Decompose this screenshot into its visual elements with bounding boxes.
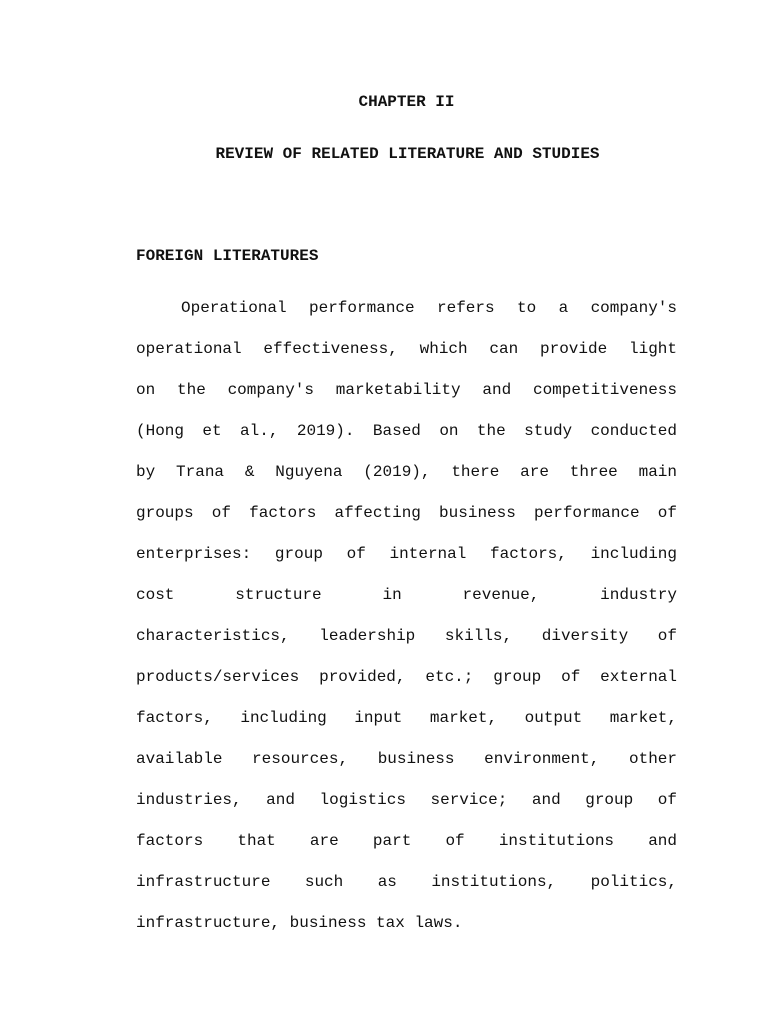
paragraph-line: characteristics, leadership skills, diversity of (136, 627, 677, 645)
paragraph-line: on the company's marketability and competitiveness (136, 381, 677, 399)
paragraph-line: factors that are part of institutions and (136, 832, 677, 850)
paragraph-line: products/services provided, etc.; group of external (136, 668, 677, 686)
paragraph-line: cost structure in revenue, industry (136, 586, 677, 604)
paragraph-line: by Trana & Nguyena (2019), there are three main (136, 463, 677, 481)
paragraph-line: Operational performance refers to a company's (181, 299, 677, 317)
paragraph-line: (Hong et al., 2019). Based on the study conducted (136, 422, 677, 440)
paragraph-line: available resources, business environment, other (136, 750, 677, 768)
paragraph-line: infrastructure such as institutions, politics, (136, 873, 677, 891)
paragraph-line: infrastructure, business tax laws. (136, 914, 463, 932)
paragraph-line: enterprises: group of internal factors, including (136, 545, 677, 563)
chapter-label: CHAPTER II (358, 93, 455, 111)
paragraph-line: operational effectiveness, which can provide light (136, 340, 677, 358)
paragraph-line: industries, and logistics service; and group of (136, 791, 677, 809)
chapter-title: REVIEW OF RELATED LITERATURE AND STUDIES (215, 145, 600, 163)
body-paragraph (136, 298, 677, 954)
paragraph-line: factors, including input market, output market, (136, 709, 677, 727)
paragraph-line: groups of factors affecting business performance of (136, 504, 677, 522)
section-heading: FOREIGN LITERATURES (136, 247, 319, 265)
